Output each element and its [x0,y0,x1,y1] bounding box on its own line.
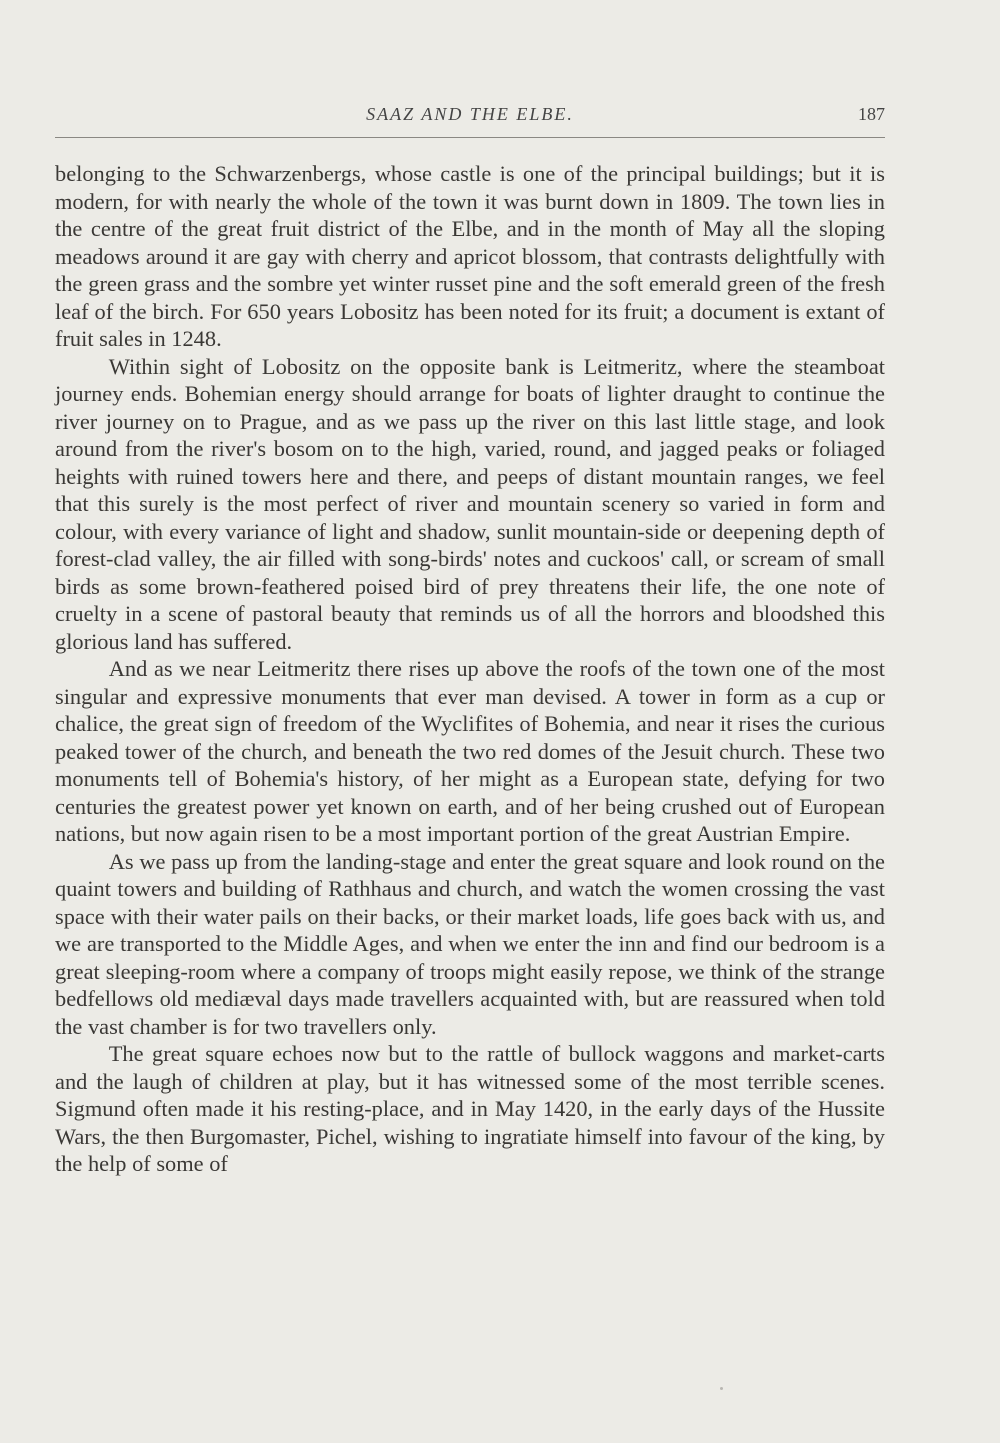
paragraph: And as we near Leitmeritz there rises up above the roofs of the town one of the most singular and expressive monuments that ever man devised. A tower in form as a cup or chalice, the great sign of freedom of the Wyclifites of Bohemia, and near it rises the curious peaked tower of the church, and beneath the two red domes of the Jesuit church. These two monuments tell of Bohemia's history, of her might as a European state, defying for two centuries the greatest power yet known on earth, and of her being crushed out of European nations, but now again risen to be a most important portion of the great Austrian Empire. [55,656,885,846]
page-number: 187 [858,104,885,124]
paragraph: Within sight of Lobositz on the opposite bank is Leitmeritz, where the steamboat journey ends. Bohemian energy should arrange for boats of lighter draught to continue the river journey on to Prague, and as we pass up the river on this last little stage, and look around from the river's bosom on to the high, varied, round, and jagged peaks or foliaged heights with ruined towers here and there, and peeps of distant mountain ranges, we feel that this surely is the most perfect of river and mountain scenery so varied in form and colour, with every variance of light and shadow, sunlit mountain-side or deepening depth of forest-clad valley, the air filled with song-birds' notes and cuckoos' call, or scream of small birds as some brown-feathered poised bird of prey threatens their life, the one note of cruelty in a scene of pastoral beauty that reminds us of all the horrors and bloodshed this glorious land has suffered. [55,353,885,654]
running-title: SAAZ AND THE ELBE. [366,104,574,124]
running-head [55,104,885,132]
paragraph-continued: belonging to the Schwarzenbergs, whose castle is one of the principal buildings; but it is modern, for with nearly the whole of the town it was burnt down in 1809. The town lies in the centre of the great fruit district of the Elbe, and in the month of May all the sloping meadows around it are gay with cherry and apricot blossom, that contrasts delightfully with the green grass and the sombre yet winter russet pine and the soft emerald green of the fresh leaf of the birch. For 650 years Lobositz has been noted for its fruit; a document is extant of fruit sales in 1248. [55,161,885,351]
paragraph: As we pass up from the landing-stage and enter the great square and look round on the quaint towers and building of Rathhaus and church, and watch the women crossing the vast space with their water pails on their backs, or their market loads, life goes back with us, and we are transported to the Middle Ages, and when we enter the inn and find our bedroom is a great sleeping-room where a company of troops might easily repose, we think of the strange bedfellows old mediæval days made travellers acquainted with, but are reassured when told the vast chamber is for two travellers only. [55,848,885,1039]
body-text [55,160,885,1178]
header-rule [55,137,885,138]
paragraph: The great square echoes now but to the rattle of bullock waggons and market-carts and the laugh of children at play, but it has witnessed some of the most terrible scenes. Sigmund often made it his resting-place, and in May 1420, in the early days of the Hussite Wars, the then Burgomaster, Pichel, wishing to ingratiate himself into favour of the king, by the help of some of [55,1041,885,1176]
paper-speck [720,1387,723,1390]
